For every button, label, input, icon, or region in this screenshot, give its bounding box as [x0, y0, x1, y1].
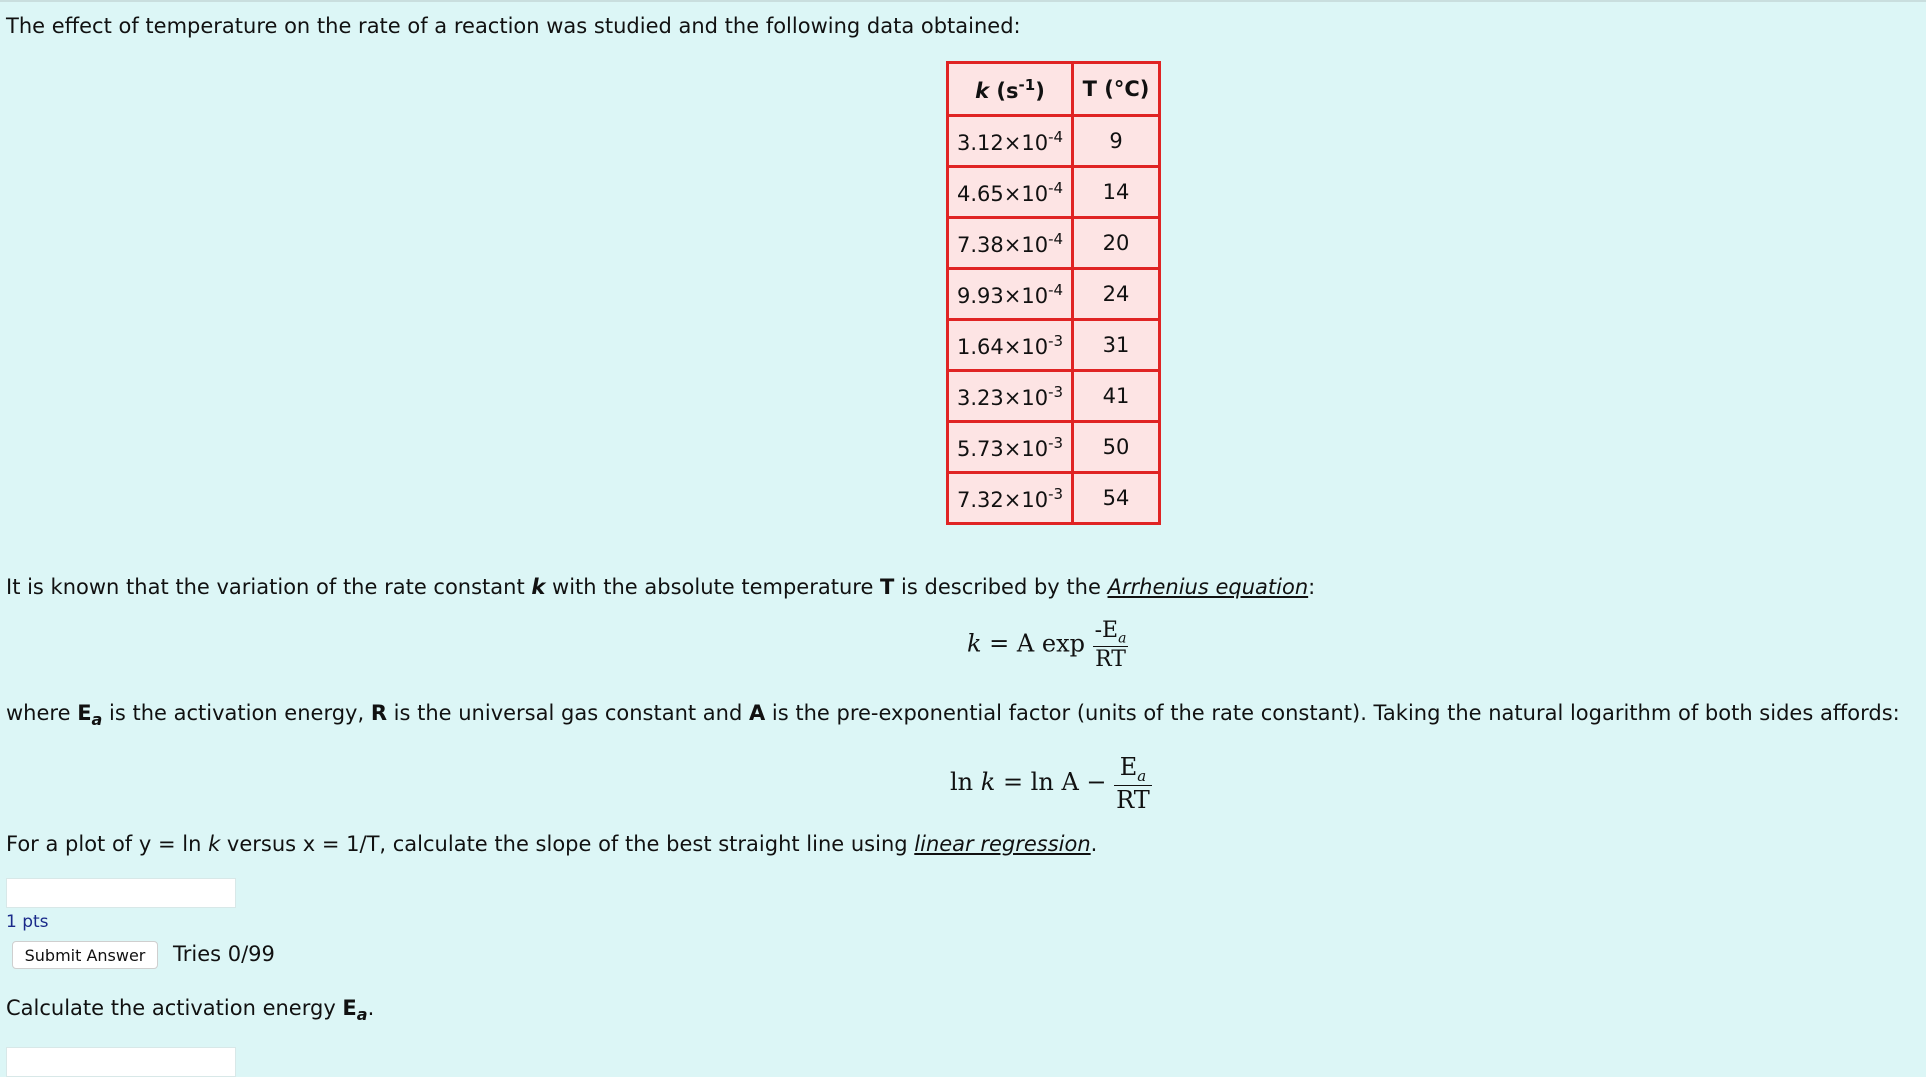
t-value: 20: [1073, 218, 1160, 269]
slope-answer-input[interactable]: [6, 878, 236, 908]
activation-energy-question: Calculate the activation energy $E_a$.: [6, 996, 375, 1025]
t-value: 9: [1073, 116, 1160, 167]
arrhenius-intro: It is known that the variation of the rate constant k with the absolute temperature T is described by the Arrhenius equation:: [6, 575, 1316, 599]
k-value: $7.32\times 10^{-3}$: [948, 473, 1073, 524]
k-value: $3.23\times 10^{-3}$: [948, 371, 1073, 422]
arrhenius-equation: k = A exp $\frac{-E_a}{RT}$: [967, 618, 1127, 673]
activation-energy-input[interactable]: [6, 1047, 236, 1077]
k-value: $1.64\times 10^{-3}$: [948, 320, 1073, 371]
k-value: $7.38\times 10^{-4}$: [948, 218, 1073, 269]
k-value: $5.73\times 10^{-3}$: [948, 422, 1073, 473]
t-value: 31: [1073, 320, 1160, 371]
t-value: 14: [1073, 167, 1160, 218]
table-row: [948, 320, 1160, 371]
table-row: [948, 269, 1160, 320]
exponent-fraction: $\frac{-E_a}{RT}$: [1094, 618, 1127, 673]
points-label: 1 pts: [6, 912, 49, 932]
submit-answer-button[interactable]: Submit Answer: [12, 941, 158, 969]
k-value: $9.93\times 10^{-4}$: [948, 269, 1073, 320]
top-rule: [0, 0, 1926, 2]
ea-over-rt-fraction: $\frac{E_a}{RT}$: [1116, 753, 1150, 814]
t-value: 54: [1073, 473, 1160, 524]
table-row: [948, 473, 1160, 524]
where-text: where $E_a$ is the activation energy, R is the universal gas constant and A is the pre-exponential factor (units of the rate constant). Taking the natural logarithm of both sides affords:: [6, 701, 1900, 730]
plot-instruction: For a plot of y = ln k versus x = 1/T, calculate the slope of the best straight line using linear regression.: [6, 832, 1098, 856]
table-row: [948, 218, 1160, 269]
table-row: [948, 116, 1160, 167]
t-value: 41: [1073, 371, 1160, 422]
k-value: $3.12\times 10^{-4}$: [948, 116, 1073, 167]
header-t: T (°C): [1073, 63, 1160, 116]
rate-data-table: [946, 61, 1161, 525]
intro-text: The effect of temperature on the rate of a reaction was studied and the following data obtained:: [6, 14, 1021, 38]
tries-counter: Tries 0/99: [173, 942, 275, 966]
header-k: k $(s^{-1})$: [948, 63, 1073, 116]
table-row: [948, 167, 1160, 218]
table-row: [948, 422, 1160, 473]
k-value: $4.65\times 10^{-4}$: [948, 167, 1073, 218]
table-header-row: [948, 63, 1160, 116]
linear-regression-link[interactable]: linear regression: [914, 832, 1091, 856]
t-value: 24: [1073, 269, 1160, 320]
linearized-equation: ln k = ln A − $\frac{E_a}{RT}$: [950, 753, 1150, 814]
arrhenius-equation-link[interactable]: Arrhenius equation: [1107, 575, 1309, 599]
t-value: 50: [1073, 422, 1160, 473]
table-row: [948, 371, 1160, 422]
